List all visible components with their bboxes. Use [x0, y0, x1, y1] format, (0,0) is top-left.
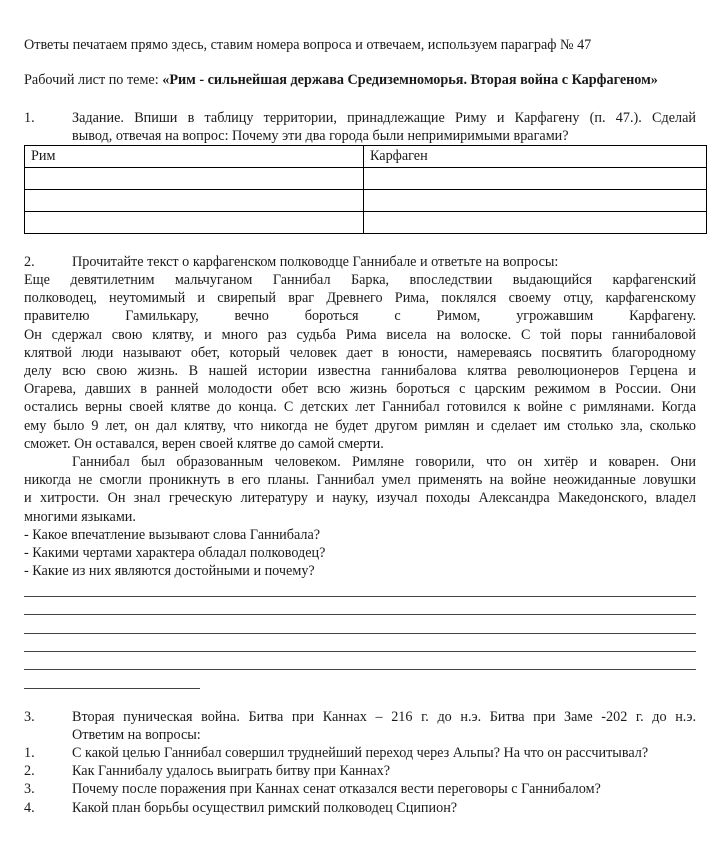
- para1-line: полководец, неутомимый и свирепый враг Древнего Рима, поклялся своему отцу, карфагенскому: [24, 290, 696, 306]
- worksheet-title: «Рим - сильнейшая держава Средиземноморья. Вторая война с Карфагеном»: [162, 72, 658, 88]
- para1-line: делу всю свою жизнь. В нашей истории известна ганнибалова клятва революционеров Герцена и: [24, 363, 696, 379]
- task3-question-text: Как Ганнибалу удалось выиграть битву при Каннах?: [72, 763, 390, 779]
- header-rome: Рим: [25, 146, 364, 168]
- answer-line[interactable]: [24, 651, 696, 652]
- para1-line: клятвой люди называют обет, который человек дает в юности, намереваясь посвятить благородному: [24, 345, 696, 361]
- carthage-cell[interactable]: [364, 168, 707, 190]
- table-row: [25, 212, 707, 234]
- rome-cell[interactable]: [25, 212, 364, 234]
- question-item: - Какое впечатление вызывают слова Ганнибала?: [24, 527, 321, 543]
- para2-line: многими языками.: [24, 509, 136, 525]
- para1-line: правителю Гамилькару, вечно бороться с Римом, угрожавшим Карфагену.: [24, 308, 696, 324]
- rome-cell[interactable]: [25, 190, 364, 212]
- para2-line: и хитрости. Он знал греческую литературу и науку, изучал походы Александра Македонского, владел: [24, 490, 696, 506]
- table-row: [25, 168, 707, 190]
- task3-question-text: Почему после поражения при Каннах сенат отказался вести переговоры с Ганнибалом?: [72, 781, 601, 797]
- answer-line[interactable]: [24, 614, 696, 615]
- rome-cell[interactable]: [25, 168, 364, 190]
- worksheet-prefix: Рабочий лист по теме:: [24, 72, 163, 88]
- carthage-cell[interactable]: [364, 190, 707, 212]
- question-item: - Какими чертами характера обладал полководец?: [24, 545, 326, 561]
- territories-table: [24, 145, 707, 234]
- intro-text: Ответы печатаем прямо здесь, ставим номера вопроса и отвечаем, используем параграф № 47: [24, 37, 592, 53]
- para2-line: никогда не смогли проникнуть в его планы. Ганнибал умел применять на войне неожиданные ловушки: [24, 472, 696, 488]
- para1-line: сможет. Он оставался, верен своей клятве до самой смерти.: [24, 436, 384, 452]
- answer-line[interactable]: [24, 596, 696, 597]
- para1-line: остались верны своей клятве до конца. С детских лет Ганнибал готовился к войне с римлянами. Когда: [24, 399, 696, 415]
- answer-line[interactable]: [24, 669, 696, 670]
- task3-question-number: 1.: [24, 745, 35, 761]
- table-row: [25, 190, 707, 212]
- table-header-row: [25, 146, 707, 168]
- answer-line[interactable]: [24, 688, 200, 689]
- task3-question-text: Какой план борьбы осуществил римский полководец Сципион?: [72, 800, 458, 816]
- task3-question-number: 2.: [24, 763, 35, 779]
- para1-line: Он сдержал свою клятву, и много раз судьба Рима висела на волоске. С той поры ганнибаловой: [24, 327, 696, 343]
- answer-line[interactable]: [24, 633, 696, 634]
- task3-question-text: С какой целью Ганнибал совершил труднейший переход через Альпы? На что он рассчитывал?: [72, 745, 649, 761]
- task1-line1: Задание. Впиши в таблицу территории, принадлежащие Риму и Карфагену (п. 47.). Сделай: [72, 110, 696, 126]
- carthage-cell[interactable]: [364, 212, 707, 234]
- task3-line2: Ответим на вопросы:: [72, 727, 201, 743]
- task3-line1: Вторая пуническая война. Битва при Каннах – 216 г. до н.э. Битва при Заме -202 г. до н.э.: [72, 709, 696, 725]
- task3-number: 3.: [24, 709, 35, 725]
- para1-line: ему было 9 лет, он дал клятву, что никогда не будет другом римлян и сделает им столько зла, сколько: [24, 418, 696, 434]
- task2-number: 2.: [24, 254, 35, 270]
- task1-number: 1.: [24, 110, 35, 126]
- header-carthage: Карфаген: [364, 146, 707, 168]
- task2-title: Прочитайте текст о карфагенском полководце Ганнибале и ответьте на вопросы:: [72, 254, 559, 270]
- para2-first-line: Ганнибал был образованным человеком. Римляне говорили, что он хитёр и коварен. Они: [72, 454, 696, 470]
- task3-question-number: 4.: [24, 800, 35, 816]
- task1-line2: вывод, отвечая на вопрос: Почему эти два города были непримиримыми врагами?: [72, 128, 569, 144]
- question-item: - Какие из них являются достойными и почему?: [24, 563, 315, 579]
- para1-line: Огарева, давших в ранней молодости обет всю жизнь бороться с царским режимом в России. Они: [24, 381, 696, 397]
- para1-line: Еще девятилетним мальчуганом Ганнибал Барка, впоследствии выдающийся карфагенский: [24, 272, 696, 288]
- task3-question-number: 3.: [24, 781, 35, 797]
- worksheet-title-line: [24, 72, 658, 89]
